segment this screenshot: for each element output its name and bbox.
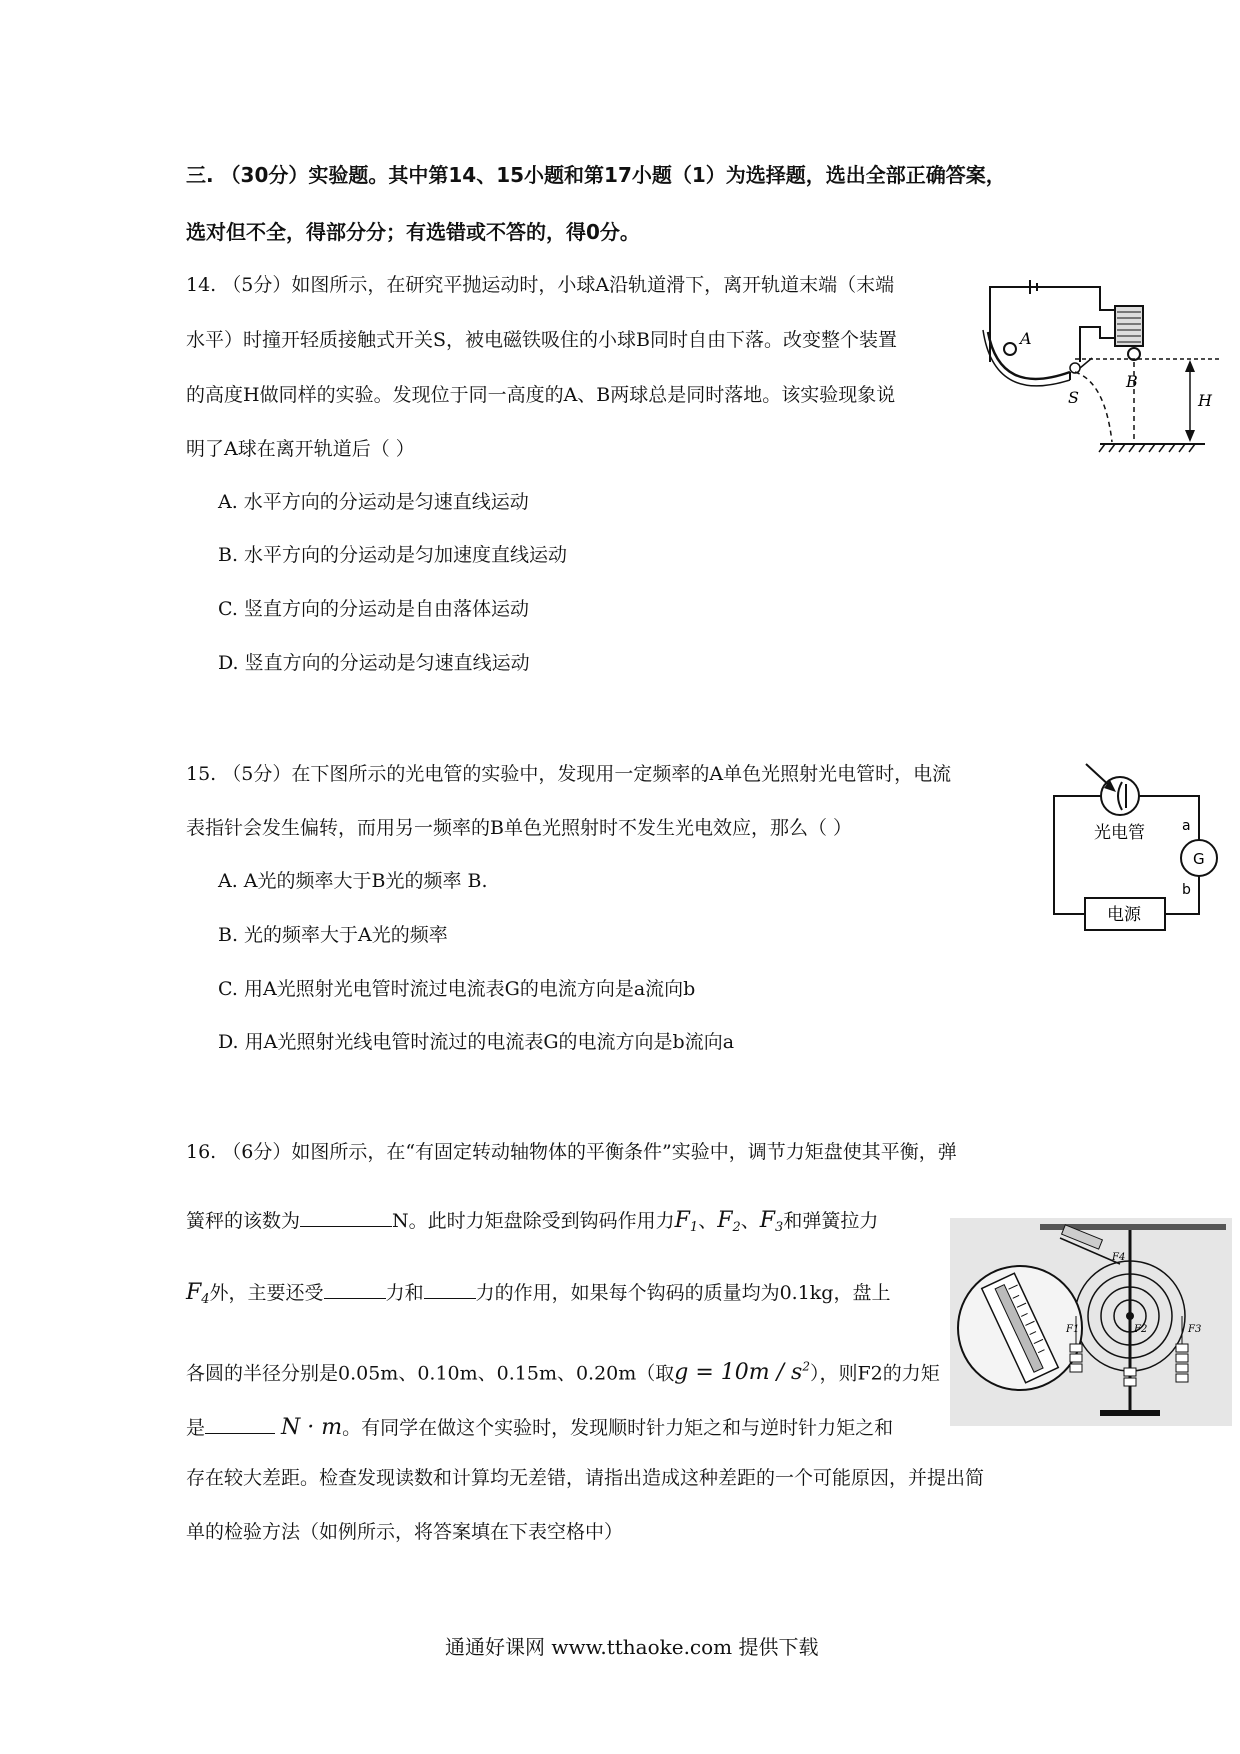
q15-option-c[interactable]: C. 用A光照射光电管时流过电流表G的电流方向是a流向b: [218, 978, 696, 1000]
q16-fig-f3: F3: [1188, 1324, 1202, 1335]
q14-apparatus-figure: [980, 272, 1225, 457]
q15-line: 表指针会发生偏转，而用另一频率的B单色光照射时不发生光电效应，那么（ ）: [186, 817, 853, 839]
q14-option-b[interactable]: B. 水平方向的分运动是匀加速度直线运动: [218, 544, 568, 566]
q16-f4: $F_4$: [186, 1280, 210, 1307]
section-header-line2: 选对但不全，得部分分；有选错或不答的，得0分。: [186, 220, 640, 244]
q16-f1: $F_1$: [674, 1208, 699, 1235]
q15-option-d[interactable]: D. 用A光照射光线电管时流过的电流表G的电流方向是b流向a: [218, 1031, 735, 1053]
q16-f2: $F_2$: [717, 1208, 741, 1235]
q14-label-b: B: [1126, 372, 1138, 391]
q15-terminal-b: b: [1182, 882, 1191, 898]
q16-unit-nm: N · m: [281, 1415, 343, 1440]
section-header-line1: 三. （30分）实验题。其中第14、15小题和第17小题（1）为选择题，选出全部正确答案，: [186, 163, 1006, 187]
q15-line: 15. （5分）在下图所示的光电管的实验中，发现用一定频率的A单色光照射光电管时，电流: [186, 763, 952, 785]
q16-line6: 存在较大差距。检查发现读数和计算均无差错，请指出造成这种差距的一个可能原因，并提出简: [186, 1467, 985, 1489]
q16-line4: 各圆的半径分别是0.05m、0.10m、0.15m、0.20m（取$g = 10m / s^2$），则F2的力矩: [186, 1360, 940, 1386]
q15-terminal-a: a: [1182, 818, 1191, 834]
q15-option-a[interactable]: A. A光的频率大于B光的频率 B.: [218, 870, 488, 892]
q16-line7: 单的检验方法（如例所示，将答案填在下表空格中）: [186, 1521, 624, 1543]
q15-option-b[interactable]: B. 光的频率大于A光的频率: [218, 924, 448, 946]
q14-option-c[interactable]: C. 竖直方向的分运动是自由落体运动: [218, 598, 529, 620]
q16-torque-disk-figure: [950, 1218, 1232, 1426]
q16-blank-torque[interactable]: [205, 1415, 275, 1434]
q14-line: 的高度H做同样的实验。发现位于同一高度的A、B两球总是同时落地。该实验现象说: [186, 384, 896, 406]
q16-blank-force2[interactable]: [424, 1280, 476, 1299]
q16-line1: 16. （6分）如图所示，在“有固定转动轴物体的平衡条件”实验中，调节力矩盘使其平衡，弹: [186, 1141, 957, 1163]
q16-blank-force1[interactable]: [324, 1280, 386, 1299]
q15-meter-label: G: [1193, 850, 1205, 868]
q15-tube-label: 光电管: [1094, 823, 1145, 843]
q15-source-label: 电源: [1107, 905, 1141, 925]
q14-label-s: S: [1068, 388, 1079, 407]
q16-fig-f2: F2: [1134, 1324, 1148, 1335]
q16-line3: $F_4$外，主要还受 力和 力的作用，如果每个钩码的质量均为0.1kg，盘上: [186, 1280, 891, 1307]
q14-option-d[interactable]: D. 竖直方向的分运动是匀速直线运动: [218, 652, 530, 674]
q16-f3: $F_3$: [759, 1208, 784, 1235]
q14-line: 明了A球在离开轨道后（ ）: [186, 438, 415, 460]
footer-text: 通通好课网 www.tthaoke.com 提供下载: [445, 1635, 819, 1659]
q16-g-expression: $g = 10m / s^2$: [674, 1360, 810, 1386]
q16-fig-f4: F4: [1112, 1252, 1126, 1263]
q16-line2: 簧秤的该数为 N。此时力矩盘除受到钩码作用力$F_1$、$F_2$、$F_3$和弹簧拉力: [186, 1208, 879, 1235]
q16-fig-f1: F1: [1066, 1324, 1080, 1335]
q15-photocell-circuit-figure: [1050, 758, 1230, 933]
q14-line: 水平）时撞开轻质接触式开关S，被电磁铁吸住的小球B同时自由下落。改变整个装置: [186, 329, 897, 351]
q14-option-a[interactable]: A. 水平方向的分运动是匀速直线运动: [218, 491, 529, 513]
q16-blank-reading[interactable]: [300, 1208, 392, 1227]
q14-label-h: H: [1198, 391, 1212, 410]
q14-line: 14. （5分）如图所示，在研究平抛运动时，小球A沿轨道滑下，离开轨道末端（末端: [186, 274, 895, 296]
q14-label-a: A: [1020, 329, 1032, 348]
q16-line5: 是 N · m。有同学在做这个实验时，发现顺时针力矩之和与逆时针力矩之和: [186, 1415, 894, 1440]
